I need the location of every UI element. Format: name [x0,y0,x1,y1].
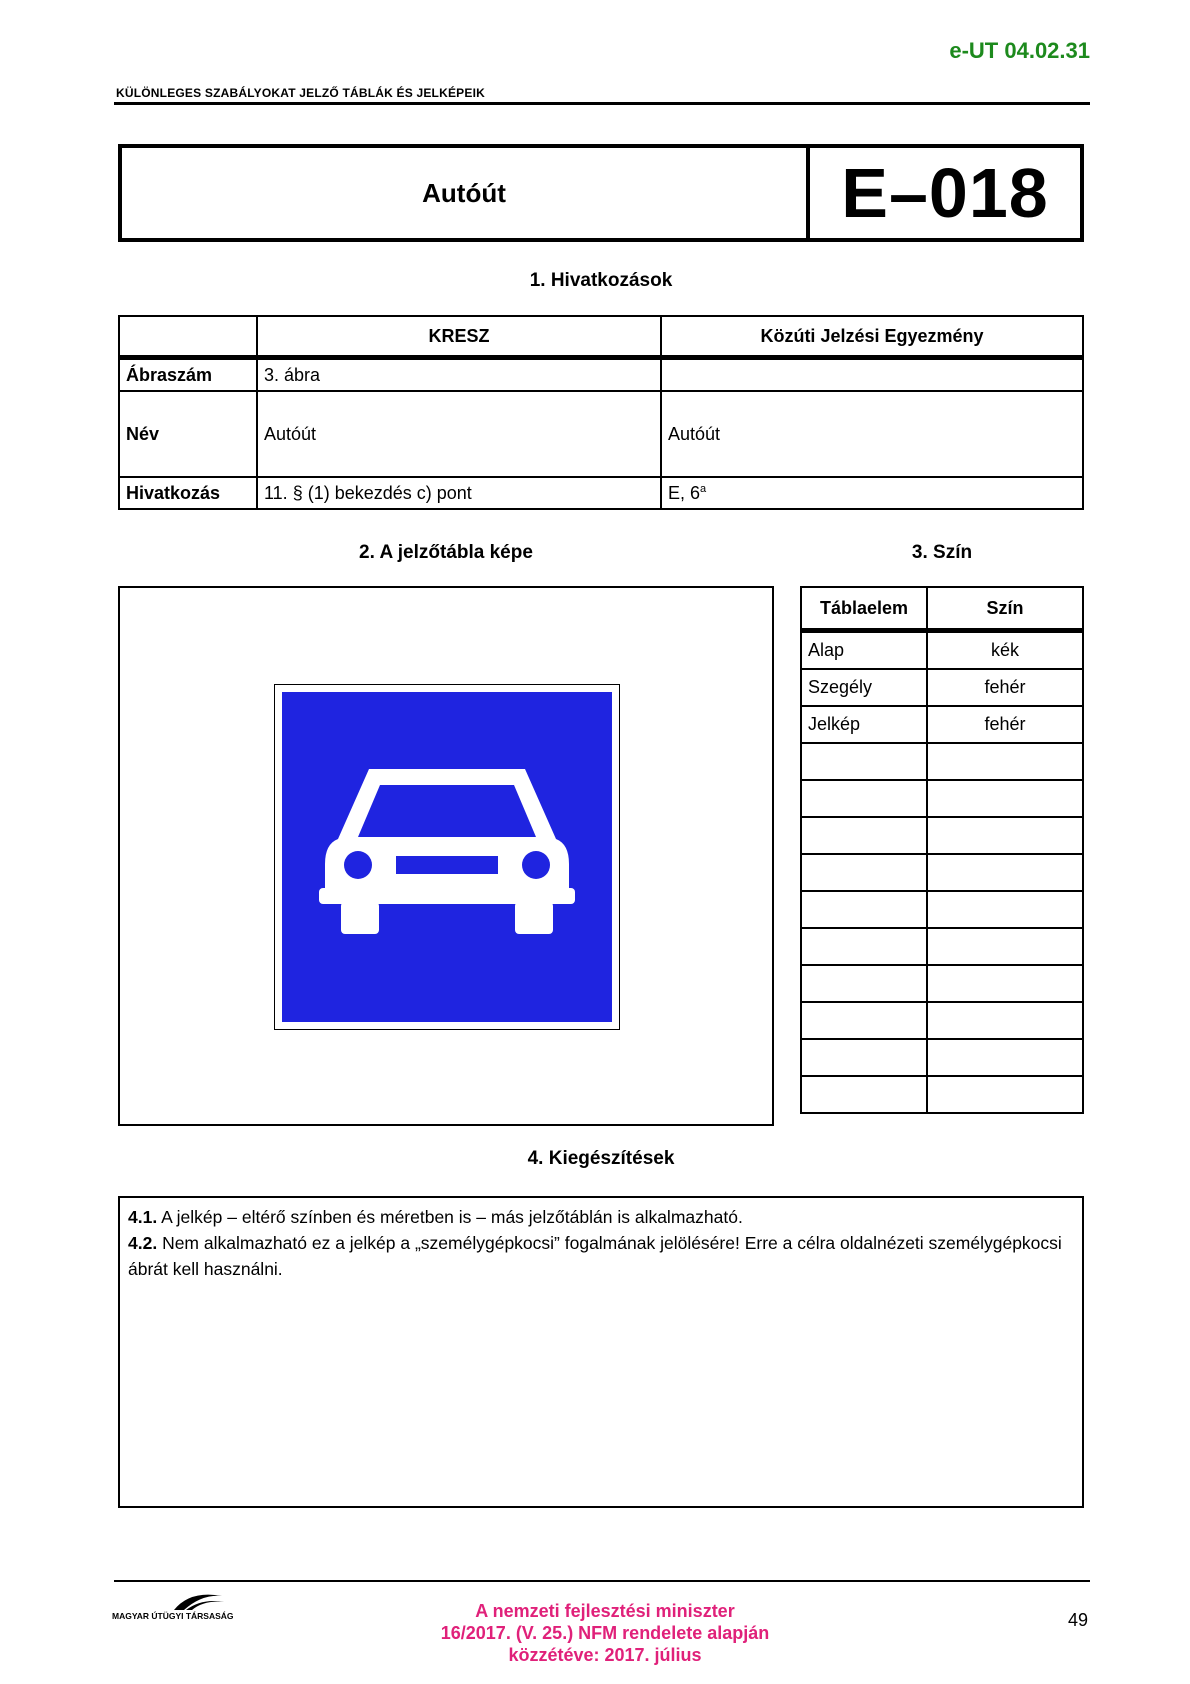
footer-line: 16/2017. (V. 25.) NFM rendelete alapján [440,1623,770,1643]
element-cell: Szegély [801,669,927,706]
logo-icon [112,1588,272,1622]
note-item [128,1230,1074,1282]
table-cell: 3. ábra [257,358,661,392]
empty-cell [801,1076,927,1113]
empty-cell [927,854,1083,891]
table-row [119,391,1083,477]
table-cell: Autóút [257,391,661,477]
table-row-empty [801,891,1083,928]
motorway-sign [274,684,620,1030]
table-row [801,669,1083,706]
color-cell: kék [927,631,1083,670]
empty-cell [801,1002,927,1039]
table-row-empty [801,817,1083,854]
empty-cell [927,1002,1083,1039]
note-item [128,1204,1074,1230]
table-header-cell: KRESZ [257,316,661,358]
logo-text: MAGYAR ÚTÜGYI TÁRSASÁG [112,1611,234,1621]
title-box [118,144,1084,242]
element-cell: Alap [801,631,927,670]
table-header-row [801,587,1083,631]
table-row-empty [801,1076,1083,1113]
section-1-title: 1. Hivatkozások [529,270,673,291]
empty-cell [927,817,1083,854]
empty-cell [801,1039,927,1076]
table-cell: Autóút [661,391,1083,477]
table-row-empty [801,780,1083,817]
table-row-empty [801,928,1083,965]
header-title: KÜLÖNLEGES SZABÁLYOKAT JELZŐ TÁBLÁK ÉS JELKÉPEIK [116,86,485,100]
table-row-empty [801,854,1083,891]
empty-cell [927,743,1083,780]
empty-cell [927,1076,1083,1113]
convention-ref: E, 6 [668,482,701,503]
table-row [801,706,1083,743]
organization-logo [112,1588,272,1627]
table-row-empty [801,743,1083,780]
empty-cell [927,891,1083,928]
table-row [119,358,1083,392]
page-number: 49 [1067,1610,1088,1630]
references-table [118,315,1084,510]
table-row-empty [801,1002,1083,1039]
note-number: 4.1. [128,1207,158,1227]
empty-cell [801,891,927,928]
table-header-cell [119,316,257,358]
empty-cell [801,928,927,965]
table-cell [661,477,1083,509]
table-row-empty [801,1039,1083,1076]
empty-cell [927,1039,1083,1076]
sign-image-frame [118,586,774,1126]
row-label: Hivatkozás [119,477,257,509]
row-label: Név [119,391,257,477]
empty-cell [927,928,1083,965]
note-text: Nem alkalmazható ez a jelkép a „személygépkocsi” fogalmának jelölésére! Erre a célra oldalnézeti személygépkocsi ábrát kell használni. [128,1233,1062,1279]
table-header-cell: Szín [927,587,1083,631]
document-code: e-UT 04.02.31 [949,38,1090,63]
table-row [119,477,1083,509]
footer-line: közzétéve: 2017. július [508,1645,702,1665]
header-rule [114,102,1090,105]
table-header-cell: Táblaelem [801,587,927,631]
footer-line: A nemzeti fejlesztési miniszter [475,1601,735,1621]
table-row [801,631,1083,670]
footer-publication-note [385,1600,825,1666]
color-table [800,586,1084,1114]
empty-cell [801,780,927,817]
table-cell [661,358,1083,392]
empty-cell [927,780,1083,817]
convention-superscript: a [700,482,707,495]
section-3-title: 3. Szín [911,542,973,563]
empty-cell [801,965,927,1002]
section-4-title: 4. Kiegészítések [527,1148,675,1169]
notes-box [118,1196,1084,1508]
note-text: A jelkép – eltérő színben és méretben is – más jelzőtáblán is alkalmazható. [157,1207,743,1227]
table-cell: 11. § (1) bekezdés c) pont [257,477,661,509]
empty-cell [801,743,927,780]
sign-name: Autóút [422,177,506,208]
empty-cell [927,965,1083,1002]
sign-code: E–018 [841,154,1049,232]
footer-rule [114,1580,1090,1582]
table-row-empty [801,965,1083,1002]
color-cell: fehér [927,669,1083,706]
table-header-cell: Közúti Jelzési Egyezmény [661,316,1083,358]
color-cell: fehér [927,706,1083,743]
table-header-row [119,316,1083,358]
note-number: 4.2. [128,1233,158,1253]
empty-cell [801,854,927,891]
empty-cell [801,817,927,854]
section-2-title: 2. A jelzőtábla képe [359,542,533,563]
row-label: Ábraszám [119,358,257,392]
element-cell: Jelkép [801,706,927,743]
